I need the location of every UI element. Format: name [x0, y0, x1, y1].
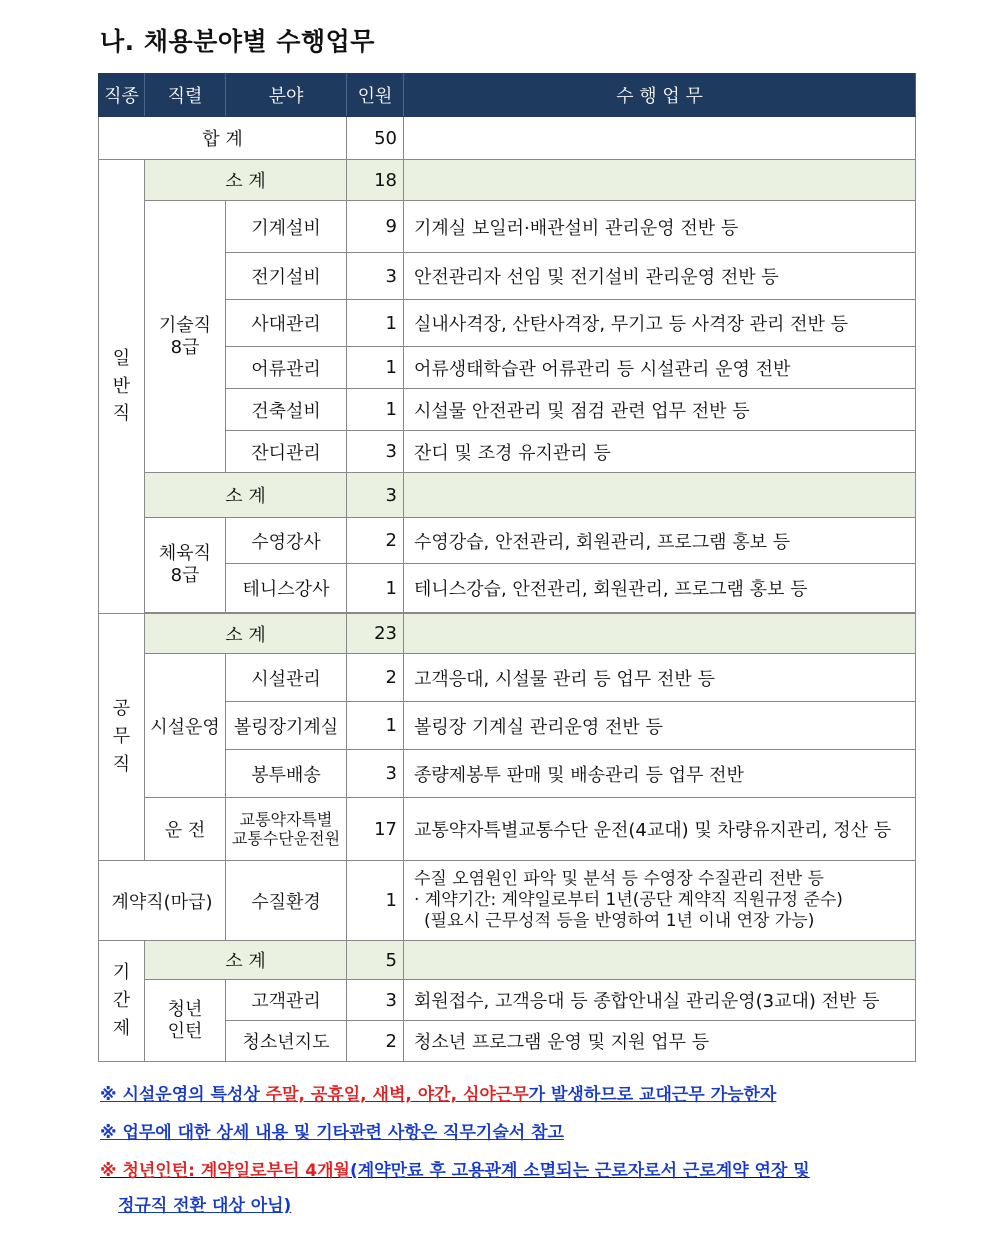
note-intern-cont: 정규직 전환 대상 아님) [118, 1196, 292, 1216]
duty-cell: 고객응대, 시설물 관리 등 업무 전반 등 [404, 654, 916, 702]
total-count: 50 [347, 117, 404, 160]
field-cell: 건축설비 [226, 389, 347, 431]
duty-cell: 청소년 프로그램 운영 및 지원 업무 등 [404, 1021, 916, 1062]
count-cell: 9 [347, 201, 404, 253]
count-cell: 1 [347, 347, 404, 389]
note-text: 가 발생하므로 교대근무 가능한자 [528, 1085, 777, 1105]
count-cell: 17 [347, 798, 404, 861]
series-sports: 체육직 8급 [145, 518, 226, 613]
subtotal-row [99, 614, 916, 654]
count-cell: 3 [347, 431, 404, 473]
field-cell: 수질환경 [226, 861, 347, 941]
subtotal-count: 3 [347, 473, 404, 518]
duty-cell: 실내사격장, 산탄사격장, 무기고 등 사격장 관리 전반 등 [404, 300, 916, 347]
count-cell: 2 [347, 654, 404, 702]
duty-cell: 볼링장 기계실 관리운영 전반 등 [404, 702, 916, 750]
field-cell: 테니스강사 [226, 564, 347, 613]
duty-cell: 수영강습, 안전관리, 회원관리, 프로그램 홍보 등 [404, 518, 916, 564]
series-driving: 운 전 [145, 798, 226, 861]
field-cell: 잔디관리 [226, 431, 347, 473]
field-cell: 시설관리 [226, 654, 347, 702]
count-cell: 1 [347, 300, 404, 347]
field-cell: 수영강사 [226, 518, 347, 564]
duty-line: (필요시 근무성적 등을 반영하여 1년 이내 연장 가능) [424, 911, 815, 932]
note-text: ※ 시설운영의 특성상 [100, 1085, 266, 1105]
kind-general: 일 반 직 [99, 160, 145, 614]
kind-contract: 계약직(마급) [99, 861, 226, 941]
count-cell: 2 [347, 518, 404, 564]
subtotal-row [99, 941, 916, 980]
recruitment-duty-table [98, 73, 916, 1062]
note-shift-work [100, 1080, 776, 1105]
count-cell: 3 [347, 253, 404, 300]
duty-cell [404, 861, 916, 941]
duty-line: 수질 오염원인 파악 및 분석 등 수영장 수질관리 전반 등 [414, 868, 824, 889]
table-row [99, 861, 916, 941]
table-row [99, 201, 916, 253]
duty-cell: 안전관리자 선임 및 전기설비 관리운영 전반 등 [404, 253, 916, 300]
total-row [99, 117, 916, 160]
duty-line: · 계약기간: 계약일로부터 1년(공단 계약직 직원규정 준수) [414, 889, 843, 910]
note-text: (계약만료 후 고용관계 소멸되는 근로자로서 근로계약 연장 및 [349, 1161, 810, 1181]
header-series: 직렬 [145, 74, 226, 117]
table-row [99, 654, 916, 702]
field-cell: 기계설비 [226, 201, 347, 253]
field-cell: 고객관리 [226, 980, 347, 1021]
header-duty: 수 행 업 무 [404, 74, 916, 117]
table-row [99, 518, 916, 564]
field-cell: 봉투배송 [226, 750, 347, 798]
table-header-row [99, 74, 916, 117]
field-cell: 전기설비 [226, 253, 347, 300]
series-intern: 청년 인턴 [145, 980, 226, 1062]
count-cell: 3 [347, 980, 404, 1021]
subtotal-row [99, 473, 916, 518]
count-cell: 1 [347, 861, 404, 941]
duty-cell: 회원접수, 고객응대 등 종합안내실 관리운영(3교대) 전반 등 [404, 980, 916, 1021]
field-cell: 볼링장기계실 [226, 702, 347, 750]
duty-cell: 종량제봉투 판매 및 배송관리 등 업무 전반 [404, 750, 916, 798]
duty-cell: 테니스강습, 안전관리, 회원관리, 프로그램 홍보 등 [404, 564, 916, 613]
subtotal-count: 23 [347, 614, 404, 654]
count-cell: 1 [347, 564, 404, 613]
field-cell: 사대관리 [226, 300, 347, 347]
count-cell: 1 [347, 389, 404, 431]
field-cell: 교통약자특별 교통수단운전원 [226, 798, 347, 861]
note-highlight: 주말, 공휴일, 새벽, 야간, 심야근무 [265, 1085, 529, 1105]
header-kind: 직종 [99, 74, 145, 117]
table-row [99, 798, 916, 861]
header-count: 인원 [347, 74, 404, 117]
note-intern [100, 1156, 810, 1181]
subtotal-count: 18 [347, 160, 404, 201]
field-cell: 청소년지도 [226, 1021, 347, 1062]
kind-term: 기 간 제 [99, 941, 145, 1062]
count-cell: 3 [347, 750, 404, 798]
header-field: 분야 [226, 74, 347, 117]
subtotal-label: 소 계 [145, 160, 347, 201]
duty-cell: 잔디 및 조경 유지관리 등 [404, 431, 916, 473]
total-label: 합 계 [99, 117, 347, 160]
table-row [99, 980, 916, 1021]
field-cell: 어류관리 [226, 347, 347, 389]
series-facility: 시설운영 [145, 654, 226, 798]
duty-cell: 어류생태학습관 어류관리 등 시설관리 운영 전반 [404, 347, 916, 389]
subtotal-row [99, 160, 916, 201]
note-highlight: ※ 청년인턴: 계약일로부터 4개월 [100, 1161, 350, 1181]
duty-cell: 교통약자특별교통수단 운전(4교대) 및 차량유지관리, 정산 등 [404, 798, 916, 861]
count-cell: 1 [347, 702, 404, 750]
section-title: 나. 채용분야별 수행업무 [100, 27, 375, 56]
subtotal-label: 소 계 [145, 941, 347, 980]
duty-cell: 시설물 안전관리 및 점검 관련 업무 전반 등 [404, 389, 916, 431]
count-cell: 2 [347, 1021, 404, 1062]
duty-cell: 기계실 보일러·배관설비 관리운영 전반 등 [404, 201, 916, 253]
kind-public: 공 무 직 [99, 614, 145, 861]
subtotal-label: 소 계 [145, 614, 347, 654]
note-job-description: ※ 업무에 대한 상세 내용 및 기타관련 사항은 직무기술서 참고 [100, 1123, 564, 1143]
subtotal-count: 5 [347, 941, 404, 980]
series-tech: 기술직 8급 [145, 201, 226, 473]
subtotal-label: 소 계 [145, 473, 347, 518]
